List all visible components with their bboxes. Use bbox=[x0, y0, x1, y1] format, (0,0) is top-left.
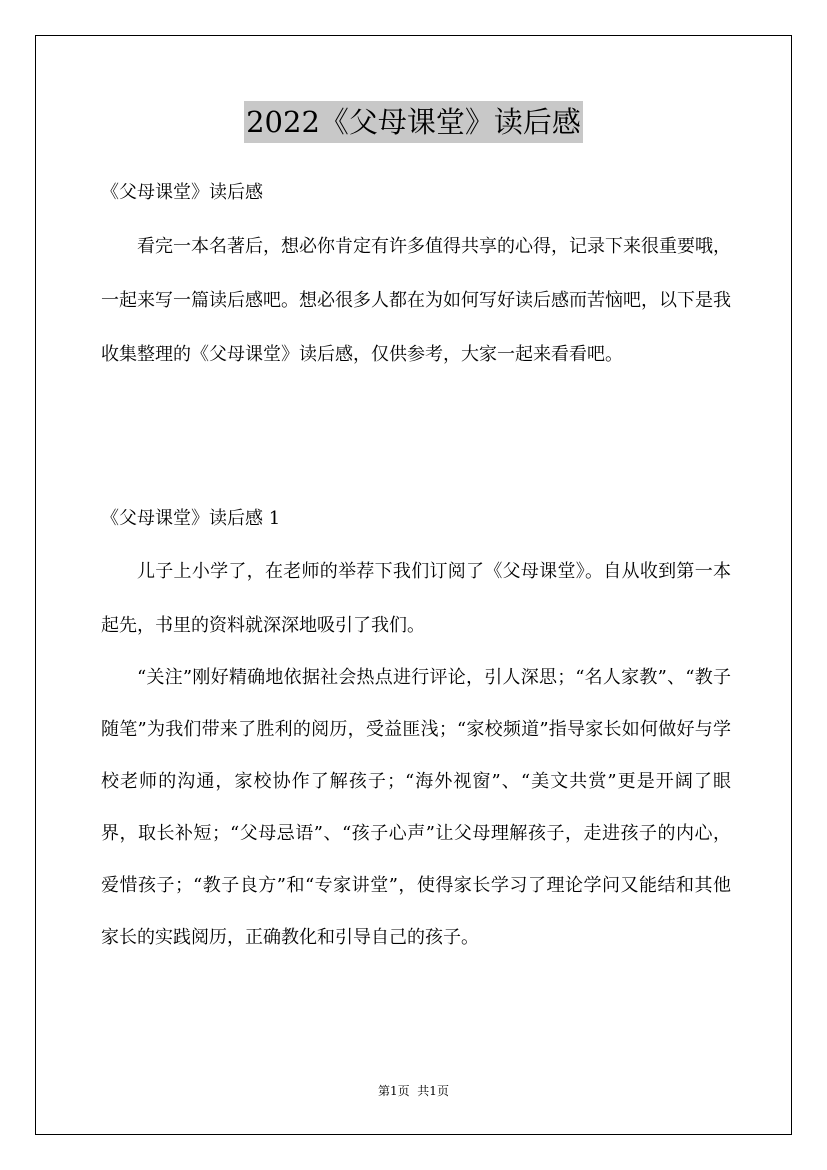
section-heading: 《父母课堂》读后感 bbox=[101, 182, 263, 203]
subheading-1: 《父母课堂》读后感 1 bbox=[101, 508, 281, 529]
document-title: 2022《父母课堂》读后感 bbox=[244, 101, 583, 143]
page-footer: 第1页 共1页 bbox=[378, 1084, 449, 1098]
paragraph-2: “关注”刚好精确地依据社会热点进行评论，引人深思；“名人家教”、“教子随笔”为我们带来了胜利的阅历，受益匪浅；“家校频道”指导家长如何做好与学校老师的沟通，家校协作了解孩子；“海外视窗”、“美文共赏”更是开阔了眼界，取长补短；“父母忌语”、“孩子心声”让父母理解孩子，走进孩子的内心，爱惜孩子；“教子良方”和“专家讲堂”，使得家长学习了理论学问又能结和其他家长的实践阅历，正确教化和引导自己的孩子。 bbox=[101, 667, 731, 948]
intro-paragraph: 看完一本名著后，想必你肯定有许多值得共享的心得，记录下来很重要哦，一起来写一篇读后感吧。想必很多人都在为如何写好读后感而苦恼吧，以下是我收集整理的《父母课堂》读后感，仅供参考，大家一起来看看吧。 bbox=[101, 236, 731, 365]
title-container bbox=[0, 101, 827, 143]
paragraph-1: 儿子上小学了，在老师的举荐下我们订阅了《父母课堂》。自从收到第一本起先，书里的资料就深深地吸引了我们。 bbox=[101, 561, 731, 636]
